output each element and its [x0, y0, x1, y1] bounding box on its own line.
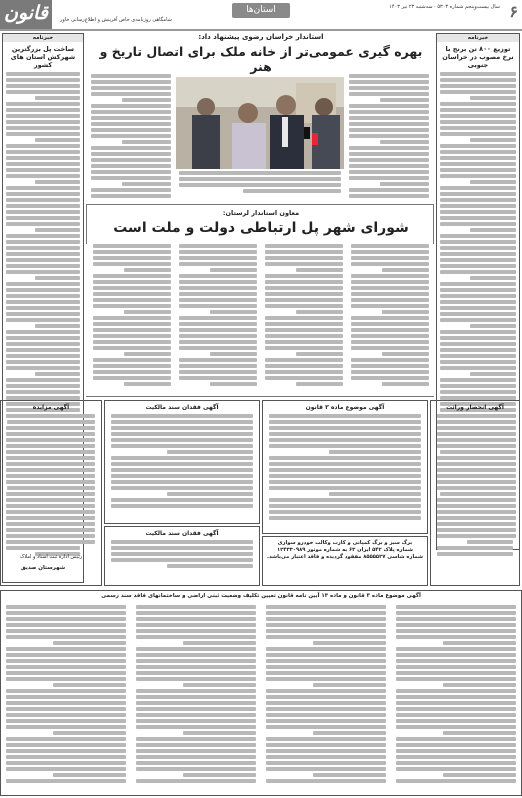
main-story-col-2 — [88, 74, 174, 202]
issue-date: سال بیست‌وپنجم شماره ۵۳۰۳ · سه‌شنبه ۲۳ تیر ۱۴۰۳ — [389, 4, 500, 10]
feature-kicker: معاون استاندار لرستان: — [222, 209, 300, 217]
ad-land-notice — [262, 400, 428, 534]
section-label: استان‌ها — [232, 3, 290, 18]
ad-lost-deed-title: آگهی فقدان سند مالکیت — [145, 530, 219, 537]
ad-lost-deed-body — [108, 540, 256, 580]
feature-col-1 — [348, 244, 432, 392]
ad-title-deed — [104, 400, 260, 524]
main-story-col-1 — [346, 74, 432, 202]
bottom-notice-title: آگهی موضوع ماده ۳ قانون و ماده ۱۳ آیین نامه قانون تعیین تکلیف وضعیت ثبتی اراضی و ساختمانهای فاقد سند رسمی — [101, 593, 421, 599]
ad-land-notice-title: آگهی موضوع ماده ۳ قانون — [305, 404, 385, 411]
bottom-notice-col-2 — [263, 605, 389, 791]
ad-land-notice-body — [266, 414, 424, 524]
ad-inheritance — [430, 400, 520, 586]
right-column-label: خبرنامه — [437, 34, 519, 42]
photo-caption-lines — [176, 171, 344, 201]
ad-auction-title: آگهی مزایده — [32, 404, 70, 411]
bottom-notice-col-3 — [133, 605, 259, 791]
left-column-headline: ساخت پل بزرگترین شهرکش استان های کشور — [10, 45, 76, 70]
ad-auction-body — [4, 414, 98, 554]
ad-auction — [0, 400, 102, 586]
main-story-photo — [176, 77, 344, 169]
page-number: ۶ — [509, 2, 518, 21]
header-rule — [0, 29, 522, 31]
ad-lost-car-documents — [262, 536, 428, 586]
ad-title-deed-body — [108, 414, 256, 512]
bottom-notice-col-1 — [393, 605, 519, 791]
feature-col-2 — [262, 244, 346, 392]
right-column-headline: توزیع ۸۰۰ تن برنج با نرخ مصوب در خراسان جنوبی — [442, 45, 514, 70]
ad-lost-deed — [104, 526, 260, 586]
ad-title-deed-title: آگهی فقدان سند مالکیت — [145, 404, 219, 411]
car-ad-line-1: برگ سبز و برگ کمپانی و کارت وکالت خودرو سواری — [277, 540, 413, 546]
masthead — [0, 0, 522, 30]
left-column-label: خبرنامه — [3, 34, 83, 42]
ad-inheritance-body — [434, 414, 516, 564]
ad-auction-signature: رئیس اداره ثبت اسناد و املاک — [19, 554, 83, 561]
ad-inheritance-title: آگهی انحصار وراثت — [446, 404, 504, 411]
left-column-signoff: شهرستان صدیق — [20, 565, 66, 572]
feature-col-4 — [90, 244, 174, 392]
main-story-title: بهره گیری عمومی‌تر از خانه ملک برای اتصال تاریخ و هنر — [99, 44, 423, 74]
car-ad-line-2: شماره پلاک ۵۴۲ ایران ۶۳ به شماره موتور ۱۲۴۳۳۰۹۸۹ — [276, 547, 414, 554]
officials-photo-graphic — [176, 77, 344, 169]
feature-title: شورای شهر پل ارتباطی دولت و ملت است — [113, 220, 409, 236]
bottom-notice-col-4 — [3, 605, 129, 791]
issue-info: شامگاهی روزنامه‌ی خاص آفرینش و اطلاع‌رسانی خاور — [60, 17, 172, 23]
feature-bottom-rule — [86, 396, 434, 397]
car-ad-line-3: شماره شاسی ۸۵۵۵۵۲۷ مفقود گردیده و فاقد اعتبار می‌باشد. — [267, 554, 423, 561]
bottom-legal-notice — [0, 590, 522, 796]
newspaper-logo: قانون — [0, 0, 52, 30]
feature-col-3 — [176, 244, 260, 392]
main-story-kicker: استاندار خراسان رضوی پیشنهاد داد: — [198, 33, 324, 41]
